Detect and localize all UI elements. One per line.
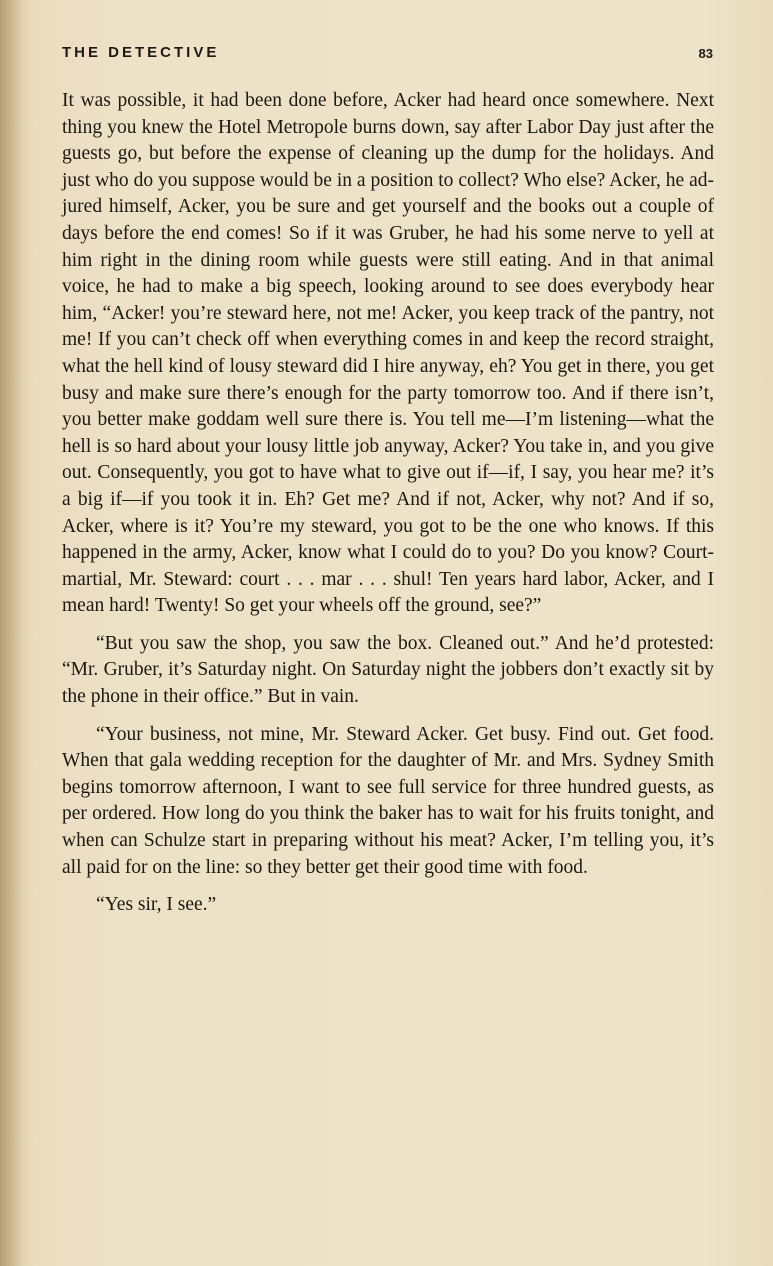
page-number: 83 <box>698 46 713 61</box>
paragraph-2: “But you saw the shop, you saw the box. Cleaned out.” And he’d protested: “Mr. Gruber, it’s Saturday night. On Saturday night the jobbers don’t exactly sit by the phone in their office.” But in vain. <box>62 632 714 708</box>
paragraph-3: “Your business, not mine, Mr. Steward Acker. Get busy. Find out. Get food. When that gala wedding reception for the daughter of Mr. and Mrs. Sydney Smith begins tomorrow afternoon, I want to see full service for three hundred guests, as per ordered. How long do you think the baker has to wait for his fruits tonight, and when can Schulze start in preparing without his meat? Acker, I’m telling you, it’s all paid for on the line: so they better get their good time with food. <box>62 723 714 878</box>
running-head: THE DETECTIVE <box>62 44 220 61</box>
body-text <box>62 88 714 919</box>
paragraph-4: “Yes sir, I see.” <box>96 894 217 916</box>
paragraph-1: It was possible, it had been done before, Acker had heard once somewhere. Next thing you knew the Hotel Metropole burns down, say after Labor Day just after the guests go, but before the expense of cleaning up the dump for the holidays. And just who do you suppose would be in a position to collect? Who else? Acker, he adjured himself, Acker, you be sure and get yourself and the books out a couple of days before the end comes! So if it was Gruber, he had his some nerve to yell at him right in the dining room while guests were still eating. And in that animal voice, he had to make a big speech, looking around to see does everybody hear him, “Acker! you’re steward here, not me! Acker, you keep track of the pantry, not me! If you can’t check off when everything comes in and keep the record straight, what the hell kind of lousy steward did I hire anyway, eh? You get in there, you get busy and make sure there’s enough for the party tomorrow too. And if there isn’t, you better make goddam well sure there is. You tell me—I’m listening—what the hell is so hard about your lousy little job anyway, Acker? You take in, and you give out. Consequently, you got to have what to give out if—if, I say, you hear me? it’s a big if—if you took it in. Eh? Get me? And if not, Acker, why not? And if so, Acker, where is it? You’re my steward, you got to be the one who knows. If this happened in the army, Acker, know what I could do to you? Do you know? Court-martial, Mr. Steward: court . . . mar . . . shul! Ten years hard labor, Acker, and I mean hard! Twenty! So get your wheels off the ground, see?” <box>62 90 714 617</box>
gutter-shadow <box>0 0 22 1266</box>
